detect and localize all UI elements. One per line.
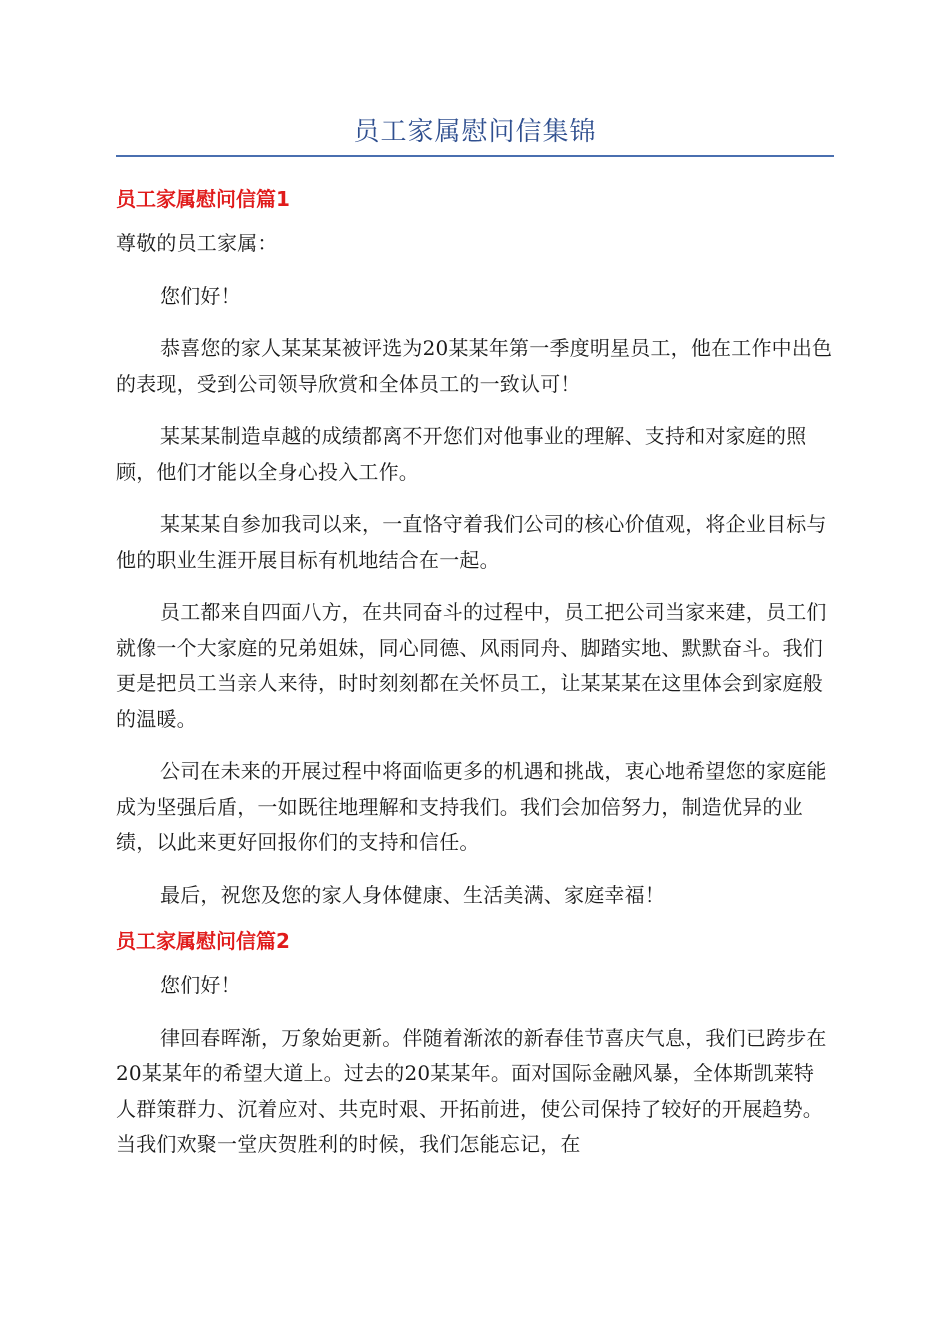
paragraph: 某某某自参加我司以来，一直恪守着我们公司的核心价值观，将企业目标与他的职业生涯开展目标有机地结合在一起。 (116, 512, 827, 572)
letter-section-2 (116, 927, 834, 1163)
paragraph: 公司在未来的开展过程中将面临更多的机遇和挑战，衷心地希望您的家庭能成为坚强后盾，一如既往地理解和支持我们。我们会加倍努力，制造优异的业绩，以此来更好回报你们的支持和信任。 (116, 759, 827, 854)
document-page (116, 0, 834, 1163)
section-heading-2: 员工家属慰问信篇2 (116, 929, 290, 953)
document-title: 员工家属慰问信集锦 (353, 117, 597, 147)
salutation: 尊敬的员工家属： (116, 231, 278, 255)
paragraph: 您们好！ (160, 283, 241, 308)
paragraph: 您们好！ (160, 973, 241, 997)
section-heading-1: 员工家属慰问信篇1 (116, 187, 290, 211)
title-underline (116, 155, 834, 157)
paragraph: 恭喜您的家人某某某被评选为20某某年第一季度明星员工，他在工作中出色的表现，受到公司领导欣赏和全体员工的一致认可！ (116, 336, 833, 396)
paragraph: 最后，祝您及您的家人身体健康、生活美满、家庭幸福！ (160, 882, 665, 907)
paragraph: 某某某制造卓越的成绩都离不开您们对他事业的理解、支持和对家庭的照顾，他们才能以全身心投入工作。 (116, 424, 807, 484)
paragraph: 员工都来自四面八方，在共同奋斗的过程中，员工把公司当家来建，员工们就像一个大家庭的兄弟姐妹，同心同德、风雨同舟、脚踏实地、默默奋斗。我们更是把员工当亲人来待，时时刻刻都在关怀员工，让某某某在这里体会到家庭般的温暖。 (116, 600, 827, 731)
paragraph: 律回春晖渐，万象始更新。伴随着渐浓的新春佳节喜庆气息，我们已跨步在20某某年的希望大道上。过去的20某某年。面对国际金融风暴，全体斯凯莱特人群策群力、沉着应对、共克时艰、开拓前进，使公司保持了较好的开展趋势。当我们欢聚一堂庆贺胜利的时候，我们怎能忘记，在 (116, 1025, 827, 1156)
letter-section-1 (116, 185, 834, 913)
